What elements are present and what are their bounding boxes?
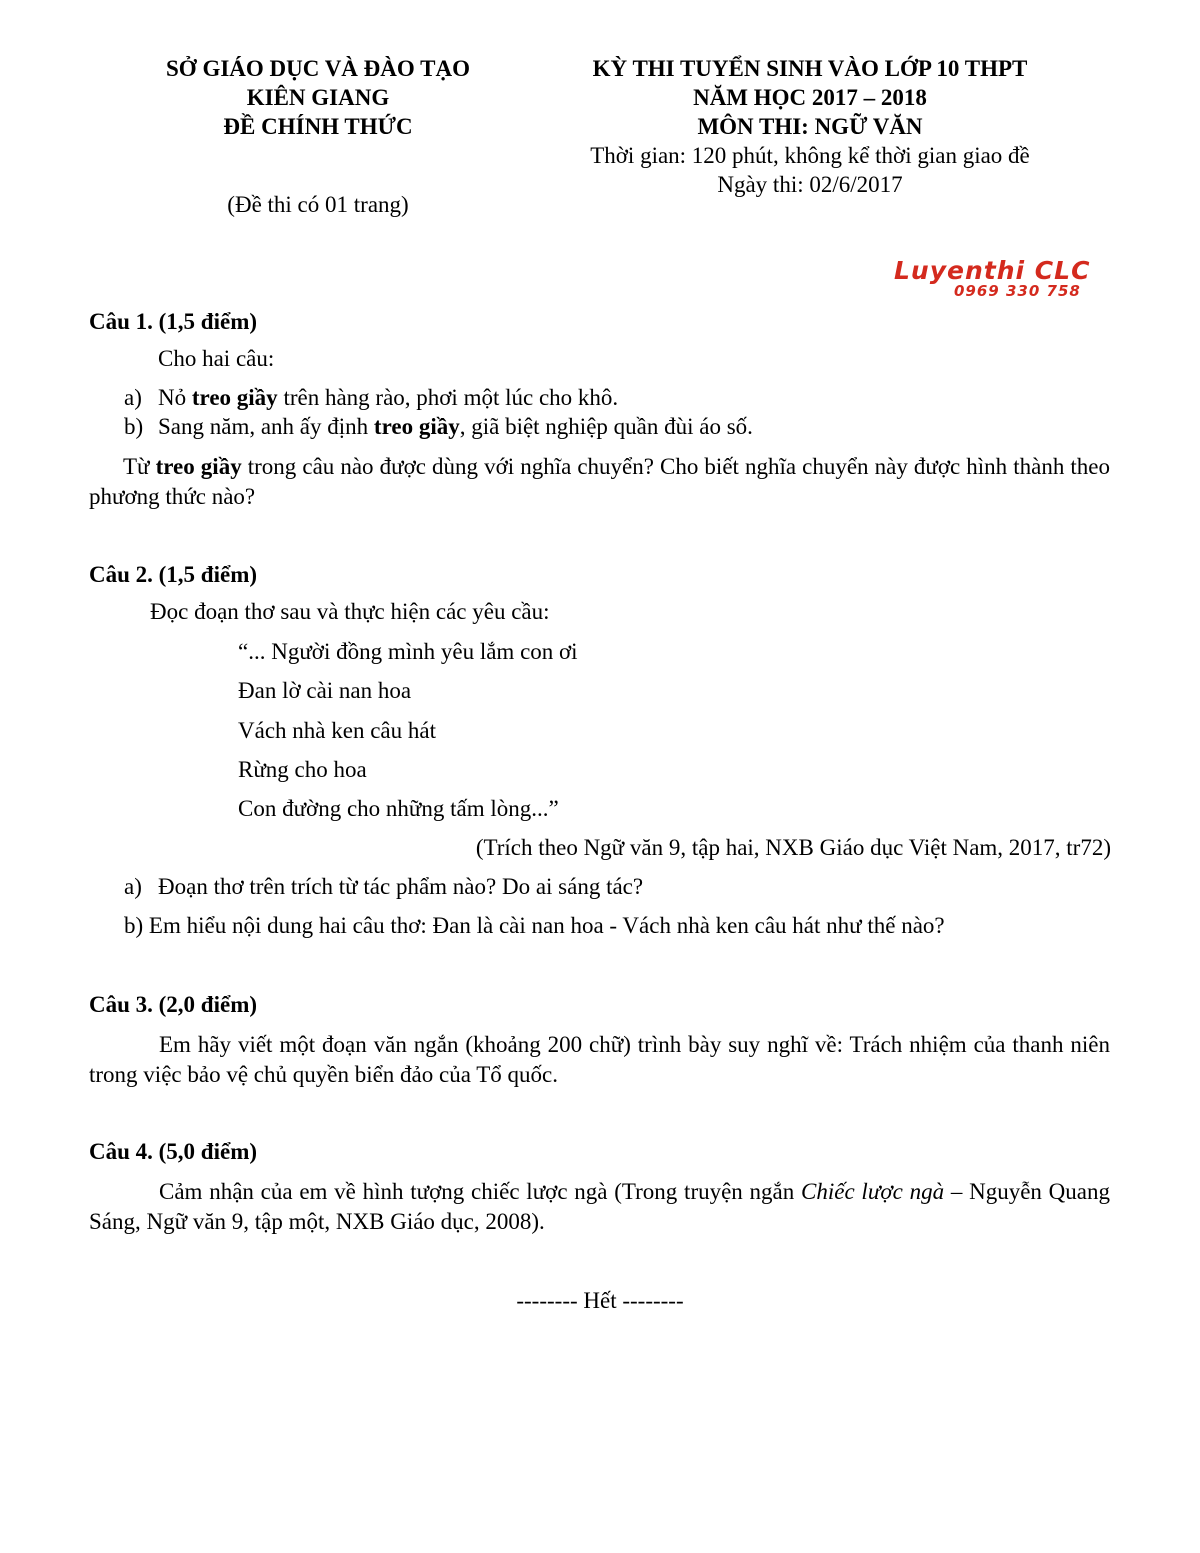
q1-option-a (158, 385, 618, 411)
q1-b-pre: Sang năm, anh ấy định (158, 414, 374, 439)
watermark-phone: 0969 330 758 (954, 282, 1081, 300)
poem-line: “... Người đồng mình yêu lắm con ơi (238, 639, 578, 664)
q3-title: Câu 3. (2,0 điểm) (89, 992, 258, 1017)
q1-option-a-marker: a) (124, 385, 142, 410)
department-name: SỞ GIÁO DỤC VÀ ĐÀO TẠO (166, 56, 470, 81)
official-label: ĐỀ CHÍNH THỨC (223, 114, 413, 139)
pages-note: (Đề thi có 01 trang) (227, 192, 409, 217)
q1-a-bold: treo giầy (191, 385, 278, 410)
q4-pre: Cảm nhận của em về hình tượng chiếc lược ngà (Trong truyện ngắn (159, 1179, 802, 1204)
poem-line: Con đường cho những tấm lòng...” (238, 796, 559, 821)
q4-post: – Nguyễn Quang Sáng, Ngữ văn 9, tập một, NXB Giáo dục, 2008). (89, 1179, 1110, 1234)
exam-date: Ngày thi: 02/6/2017 (717, 172, 903, 197)
end-marker: -------- Hết -------- (516, 1288, 684, 1313)
q1-b-post: , giã biệt nghiệp quần đùi áo số. (459, 414, 753, 439)
q1-option-b (158, 414, 753, 440)
poem-line: Rừng cho hoa (238, 757, 367, 782)
q4-title: Câu 4. (5,0 điểm) (89, 1139, 258, 1164)
q2-intro: Đọc đoạn thơ sau và thực hiện các yêu cầu: (150, 599, 550, 624)
q1-question-pre: Từ (123, 454, 156, 479)
q1-a-post: trên hàng rào, phơi một lúc cho khô. (277, 385, 619, 410)
q1-intro: Cho hai câu: (158, 346, 275, 371)
poem-line: Vách nhà ken câu hát (238, 718, 436, 743)
subject: MÔN THI: NGỮ VĂN (697, 114, 923, 139)
q3-text: Em hãy viết một đoạn văn ngắn (khoảng 200 chữ) trình bày suy nghĩ về: Trách nhiệm của thanh niên trong việc bảo vệ chủ quyền biển đảo của Tổ quốc. (89, 1032, 1110, 1087)
q1-title: Câu 1. (1,5 điểm) (89, 309, 258, 334)
poem-source: (Trích theo Ngữ văn 9, tập hai, NXB Giáo dục Việt Nam, 2017, tr72) (475, 835, 1111, 860)
q1-question-post: trong câu nào được dùng với nghĩa chuyển? Cho biết nghĩa chuyển này được hình thành theo phương thức nào? (89, 454, 1110, 509)
q1-question-bold: treo giầy (155, 454, 242, 479)
exam-title: KỲ THI TUYỂN SINH VÀO LỚP 10 THPT (592, 56, 1028, 81)
exam-duration: Thời gian: 120 phút, không kể thời gian giao đề (590, 143, 1030, 168)
q1-option-b-marker: b) (124, 414, 144, 439)
q1-a-pre: Nỏ (158, 385, 192, 410)
watermark-logo (880, 256, 1120, 306)
q2-option-a: Đoạn thơ trên trích từ tác phẩm nào? Do ai sáng tác? (158, 874, 644, 899)
q4-text (89, 1177, 1110, 1237)
q1-question (89, 452, 1110, 512)
q4-italic-title: Chiếc lược ngà (801, 1179, 945, 1204)
watermark-name: Luyenthi CLC (894, 256, 1091, 285)
province-name: KIÊN GIANG (246, 85, 390, 110)
poem-line: Đan lờ cài nan hoa (238, 678, 412, 703)
q2-option-b: b) Em hiểu nội dung hai câu thơ: Đan là cài nan hoa - Vách nhà ken câu hát như thế nào? (124, 913, 945, 938)
school-year: NĂM HỌC 2017 – 2018 (693, 85, 927, 110)
q1-b-bold: treo giầy (373, 414, 460, 439)
q2-title: Câu 2. (1,5 điểm) (89, 562, 258, 587)
q2-option-a-marker: a) (124, 874, 142, 899)
